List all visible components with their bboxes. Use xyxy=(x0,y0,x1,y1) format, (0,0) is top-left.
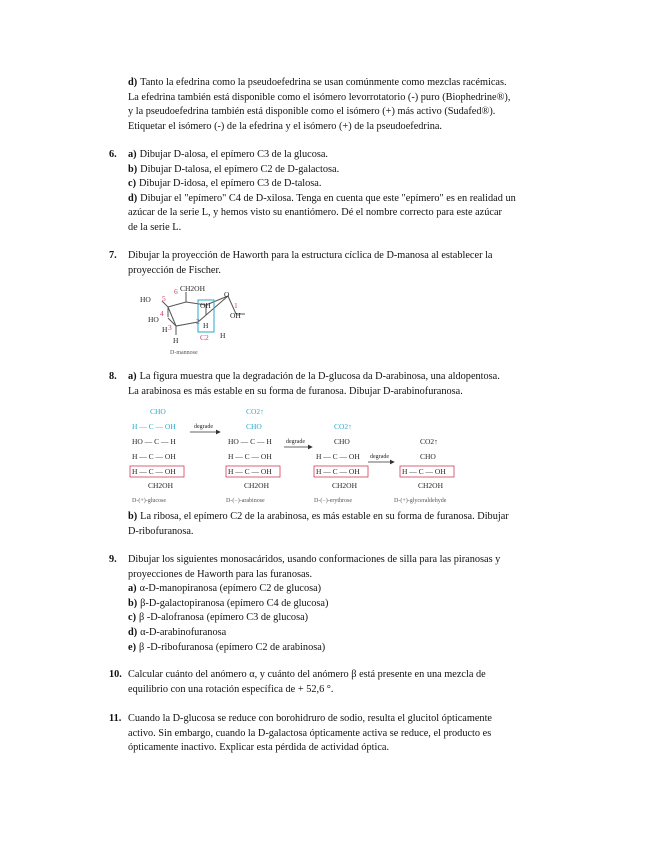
sub-item-b: b) Dibujar D-talosa, el epímero C2 de D-galactosa. xyxy=(128,163,340,175)
svg-text:H — C — OH: H — C — OH xyxy=(402,467,446,476)
figure-label: OH xyxy=(200,301,211,310)
question-7 xyxy=(109,249,564,278)
svg-text:CHO: CHO xyxy=(246,422,262,431)
question-9 xyxy=(109,553,564,655)
list-item: c) β -D-alofranosa (epímero C3 de glucosa) xyxy=(128,612,309,624)
text-line: equilibrio con una rotación específica de + 52,6 °. xyxy=(128,683,334,695)
text-line: La arabinosa es más estable en su forma de furanosa. Dibujar D-arabinofuranosa. xyxy=(128,385,463,397)
svg-text:CH2OH: CH2OH xyxy=(332,481,358,490)
figure-caption: D-(+)-glucose xyxy=(132,498,167,504)
text-line: Cuando la D-glucosa se reduce con borohidruro de sodio, resulta el glucitol ópticamente xyxy=(128,713,493,724)
svg-text:H — C — OH: H — C — OH xyxy=(316,467,360,476)
question-number: 6. xyxy=(109,149,117,160)
text-line: proyección de Fischer. xyxy=(128,264,221,276)
text-line: y la pseudoefedrina también está disponible como el isómero (+) más activo (Sudafed®). xyxy=(128,106,496,118)
svg-text:CHO: CHO xyxy=(150,407,166,416)
figure-label: 5 xyxy=(162,294,166,303)
degradation-figure xyxy=(128,404,468,508)
text-line: proyecciones de Haworth para las furanosas. xyxy=(128,568,313,580)
svg-text:CH2OH: CH2OH xyxy=(148,481,174,490)
figure-label: 1 xyxy=(234,301,238,310)
svg-text:CH2OH: CH2OH xyxy=(244,481,270,490)
svg-text:CHO: CHO xyxy=(334,437,350,446)
svg-text:H — C — OH: H — C — OH xyxy=(228,467,272,476)
figure-label: OH xyxy=(230,311,241,320)
arrow-label: degrade xyxy=(286,439,305,445)
question-number: 10. xyxy=(109,669,122,680)
text-line: Calcular cuánto del anómero α, y cuánto del anómero β está presente en una mezcla de xyxy=(128,669,486,680)
svg-text:CHO: CHO xyxy=(420,452,436,461)
text-line: de la serie L. xyxy=(128,221,182,233)
svg-text:H — C — OH: H — C — OH xyxy=(316,452,360,461)
text-line: D-ribofuranosa. xyxy=(128,525,194,537)
list-item: b) β-D-galactopiranosa (epímero C4 de glucosa) xyxy=(128,597,329,609)
text-line: Dibujar los siguientes monosacáridos, usando conformaciones de silla para las piranosas y xyxy=(128,554,501,565)
text-line: Etiquetar el isómero (-) de la efedrina y el isómero (+) de la pseudoefedrina. xyxy=(128,120,443,132)
figure-label: O xyxy=(224,290,230,299)
question-number: 9. xyxy=(109,554,117,565)
question-number: 7. xyxy=(109,250,117,261)
sub-item-c: c) Dibujar D-idosa, el epímero C3 de D-talosa. xyxy=(128,178,322,190)
figure-label: 4 xyxy=(160,309,164,318)
d-mannose-figure xyxy=(140,280,260,358)
figure-label: H xyxy=(162,325,168,334)
svg-text:H — C — OH: H — C — OH xyxy=(132,467,176,476)
figure-label: HO xyxy=(140,295,151,304)
list-item: d) α-D-arabinofuranosa xyxy=(128,626,227,638)
figure-label: H xyxy=(203,321,209,330)
figure-label: HO xyxy=(148,315,159,324)
svg-text:CH2OH: CH2OH xyxy=(418,481,444,490)
sub-item-a: a) Dibujar D-alosa, el epímero C3 de la glucosa. xyxy=(128,149,329,160)
arrow-label: degrade xyxy=(194,424,213,430)
item-d-previous xyxy=(128,76,564,134)
text-line: d) Tanto la efedrina como la pseudoefedrina se usan comúnmente como mezclas racémicas. xyxy=(128,77,507,88)
sub-item-b: b) La ribosa, el epímero C2 de la arabinosa, es más estable en su forma de furanosa. Dibujar xyxy=(128,511,509,522)
svg-text:CO2↑: CO2↑ xyxy=(334,422,352,431)
figure-caption: D-(−)-erythrose xyxy=(314,498,353,504)
text-line: Dibujar la proyección de Haworth para la estructura cíclica de D-manosa al establecer la xyxy=(128,250,493,261)
svg-text:HO — C — H: HO — C — H xyxy=(132,437,176,446)
figure-caption: D-(+)-glyceraldehyde xyxy=(394,498,447,504)
text-line: La efedrina también está disponible como el isómero levorrotatorio (-) puro (Biophedrine®), xyxy=(128,91,511,103)
figure-label: C2 xyxy=(200,333,209,342)
question-number: 11. xyxy=(109,713,122,724)
svg-text:H — C — OH: H — C — OH xyxy=(228,452,272,461)
figure-label: 6 xyxy=(174,287,178,296)
figure-caption: D-(−)-arabinose xyxy=(226,498,265,504)
list-item: a) α-D-manopiranosa (epímero C2 de glucosa) xyxy=(128,583,322,595)
svg-text:CO2↑: CO2↑ xyxy=(420,437,438,446)
svg-text:CO2↑: CO2↑ xyxy=(246,407,264,416)
question-10 xyxy=(109,668,564,697)
svg-text:H — C — OH: H — C — OH xyxy=(132,452,176,461)
figure-label: H xyxy=(220,331,226,340)
svg-text:H — C — OH: H — C — OH xyxy=(132,422,176,431)
sub-item-a: a) La figura muestra que la degradación de la D-glucosa da D-arabinosa, una aldopentosa. xyxy=(128,371,500,382)
figure-caption: D-mannose xyxy=(170,350,198,356)
figure-label: CH2OH xyxy=(180,284,206,293)
sub-item-d: d) Dibujar el "epímero" C4 de D-xilosa. Tenga en cuenta que este "epímero" es en realidad un xyxy=(128,192,516,204)
list-item: e) β -D-ribofuranosa (epímero C2 de arabinosa) xyxy=(128,641,326,653)
arrow-label: degrade xyxy=(370,454,389,460)
item-marker: d) xyxy=(128,77,138,88)
text-line: ópticamente inactivo. Explicar esta pérdida de actividad óptica. xyxy=(128,742,390,754)
text-line: activo. Sin embargo, cuando la D-galactosa ópticamente activa se reduce, el producto es xyxy=(128,727,492,739)
figure-label: 2 xyxy=(196,317,200,326)
question-8 xyxy=(109,370,564,399)
text-line: azúcar de la serie L, y hemos visto su enantiómero. Dé el nombre correcto para este azúcar xyxy=(128,207,502,219)
svg-text:HO — C — H: HO — C — H xyxy=(228,437,272,446)
question-number: 8. xyxy=(109,371,117,382)
question-6 xyxy=(109,148,564,236)
figure-label: H xyxy=(173,336,179,345)
question-11 xyxy=(109,712,564,756)
question-8-b xyxy=(128,510,564,539)
figure-label: 3 xyxy=(168,323,172,332)
